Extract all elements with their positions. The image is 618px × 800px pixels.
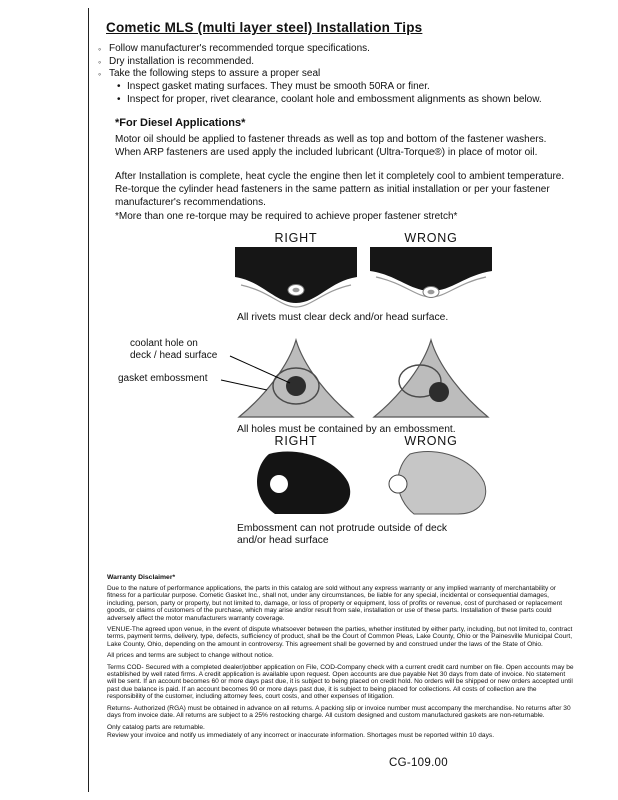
tips-sublist <box>117 81 542 106</box>
warranty-paragraph: VENUE-The agreed upon venue, in the event of dispute whatsoever between the parties, whether instituted by either party, including, but not limited to, contract terms, payment terms, delivery, type, defects, sufficiency of product, shall be the Court of Common Pleas, Lake County, Ohio or the Painesville Municipal Court, Lake County, Ohio, depending on the amount in controversy. This agreement shall be governed by and construed under the laws of the State of Ohio. <box>107 626 573 648</box>
list-item <box>117 81 542 94</box>
diesel-paragraph-2: After Installation is complete, heat cycle the engine then let it completely cool to ambient temperature. Re-torque the cylinder head fasteners in the same pattern as initial installation or per your fastener manufacturer's recommendations. <box>115 171 565 208</box>
warranty-paragraph: Returns- Authorized (RGA) must be obtained in advance on all returns. A packing slip or invoice number must accompany the merchandise. No returns after 30 days from invoice date. All returns are subject to a 25% restocking charge. All custom designed and custom manufactured gaskets are non-returnable. <box>107 704 571 720</box>
bullet-icon: ◦ <box>98 56 102 67</box>
embossment-protrusion-wrong-diagram <box>370 448 492 520</box>
gasket-embossment-label: gasket embossment <box>118 373 208 384</box>
bullet-icon: ◦ <box>98 69 102 80</box>
list-item <box>98 68 370 81</box>
row1-wrong-heading: WRONG <box>404 231 458 245</box>
page-code: CG-109.00 <box>389 757 448 769</box>
warranty-paragraph: Only catalog parts are returnable. <box>107 723 205 731</box>
embossment-protrusion-right-diagram <box>235 448 357 520</box>
row2-caption: All holes must be contained by an embossment. <box>237 424 456 435</box>
row3-right-heading: RIGHT <box>274 434 318 448</box>
tip-text: Dry installation is recommended. <box>109 55 255 67</box>
rivet-clearance-right-diagram <box>235 247 357 309</box>
row3-caption-line2: and/or head surface <box>237 535 329 546</box>
page-title: Cometic MLS (multi layer steel) Installation Tips <box>106 20 423 35</box>
tip-text: Take the following steps to assure a proper seal <box>109 68 321 80</box>
coolant-hole-label <box>130 338 232 361</box>
tips-list <box>98 43 370 81</box>
row1-right-heading: RIGHT <box>274 231 318 245</box>
warranty-heading: Warranty Disclaimer* <box>107 574 176 581</box>
warranty-paragraph: All prices and terms are subject to change without notice. <box>107 652 274 660</box>
tip-text: Inspect gasket mating surfaces. They must be smooth 50RA or finer. <box>127 81 430 92</box>
retorque-note: *More than one re-torque may be required to achieve proper fastener stretch* <box>115 211 458 222</box>
row3-caption-line1: Embossment can not protrude outside of deck <box>237 523 448 534</box>
warranty-paragraph: Due to the nature of performance applications, the parts in this catalog are sold without any express warranty or any implied warranty of merchantability or fitness for a particular purpose. Cometic Gasket Inc., shall not, under any circumstances, be liable for any special, incidental or consequential damages, including, person, party or property, but not limited to, damage, or loss of property or equipment, loss of profits or revenue, cost of purchased or replacement goods, or claims of customers of the purchase, which may arise and/or result from sale, installation or use of these parts. Installation of these parts could adversely affect the motor manufacturers warranty coverage. <box>107 585 563 622</box>
coolant-hole-label-line2: deck / head surface <box>130 349 218 361</box>
row3-caption <box>237 523 477 547</box>
bullet-icon: ◦ <box>98 44 102 54</box>
bullet-icon: • <box>117 81 121 92</box>
diesel-paragraph-1: Motor oil should be applied to fastener threads as well as top and bottom of the fastener washers. When ARP fasteners are used apply the included lubricant (Ultra-Torque®) in place of motor oil. <box>115 134 547 158</box>
rivet-clearance-wrong-diagram <box>370 247 492 309</box>
warranty-section <box>107 574 575 744</box>
left-margin-rule <box>88 8 89 792</box>
bullet-icon: • <box>117 93 121 105</box>
list-item <box>98 56 370 69</box>
row1-caption: All rivets must clear deck and/or head surface. <box>237 312 449 323</box>
list-item <box>98 43 370 56</box>
row3-wrong-heading: WRONG <box>404 434 458 448</box>
warranty-paragraph: Terms COD- Secured with a completed dealer/jobber application on File, COD-Company check with a current credit card number on file. Open accounts may be established by well rated firms. A credit application is available upon request. Open accounts are due payable Net 30 days from date of invoice. No statement will be sent. If an account becomes 60 or more days past due, it is subject to being placed on credit hold. No orders will be shipped or new orders accepted until past due balance is paid. If an account becomes 90 or more days past due, it is subject to being placed for collections. All costs of collection are the responsibility of the customer, including attorney fees, court costs, and other expenses of litigation. <box>107 663 574 701</box>
coolant-hole-label-line1: coolant hole on <box>130 338 198 349</box>
embossment-containment-right-diagram <box>235 336 357 421</box>
diesel-heading: *For Diesel Applications* <box>115 117 246 129</box>
embossment-containment-wrong-diagram <box>370 336 492 421</box>
tip-text: Inspect for proper, rivet clearance, coolant hole and embossment alignments as shown below. <box>127 93 542 105</box>
warranty-paragraph: Review your invoice and notify us immediately of any incorrect or inaccurate information. Shortages must be reported within 10 days. <box>107 732 495 740</box>
list-item <box>117 94 542 107</box>
tip-text: Follow manufacturer's recommended torque specifications. <box>109 43 370 54</box>
